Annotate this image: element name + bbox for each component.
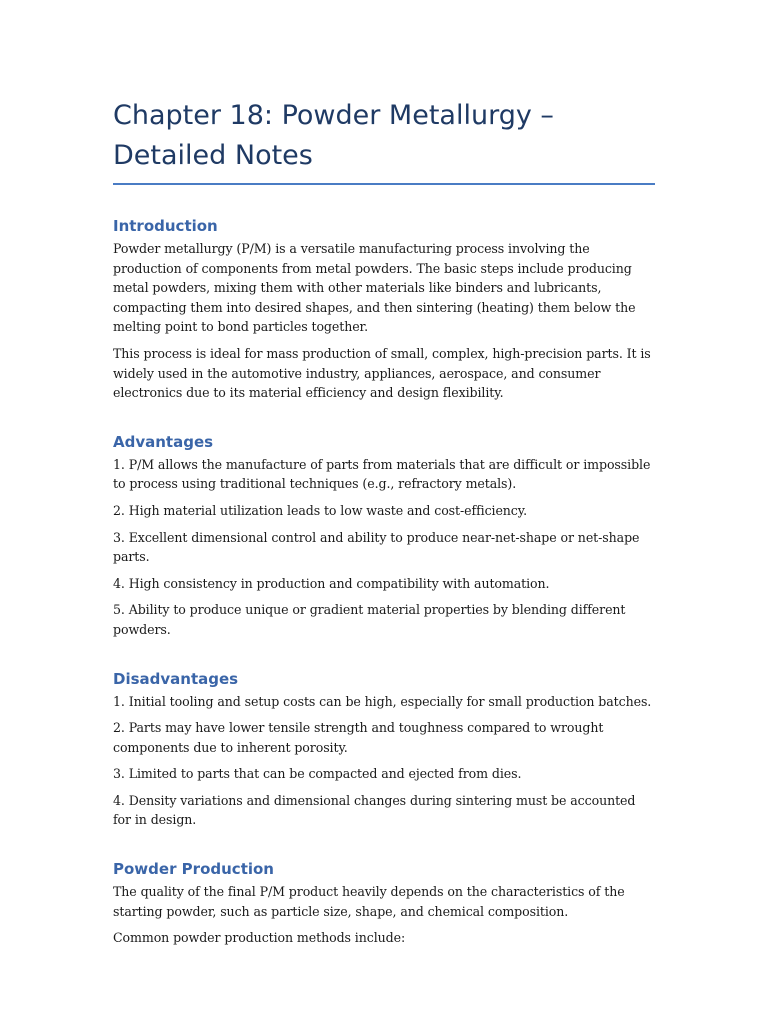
paragraph: Common powder production methods include: [113, 930, 406, 946]
list-item: 2. High material utilization leads to low waste and cost-efficiency. [113, 502, 528, 518]
list-item: 4. High consistency in production and compatibility with automation. [113, 575, 550, 591]
document-page [113, 96, 655, 955]
paragraph: The quality of the final P/M product heavily depends on the characteristics of the starting powder, such as particle size, shape, and chemical composition. [113, 884, 625, 919]
paragraph: Powder metallurgy (P/M) is a versatile manufacturing process involving the production of components from metal powders. The basic steps include producing metal powders, mixing them with other materials like binders and lubricants, compacting them into desired shapes, and then sintering (heating) them below the melting point to bond particles together. [113, 241, 636, 335]
section-heading: Disadvantages [113, 669, 239, 688]
section-introduction [113, 216, 655, 403]
list-item: 5. Ability to produce unique or gradient material properties by blending different powders. [113, 602, 626, 637]
list-item: 1. Initial tooling and setup costs can be high, especially for small production batches. [113, 693, 652, 709]
list-item: 2. Parts may have lower tensile strength and toughness compared to wrought components due to inherent porosity. [113, 720, 604, 755]
section-powder-production [113, 859, 655, 948]
list-item: 3. Excellent dimensional control and ability to produce near-net-shape or net-shape parts. [113, 529, 640, 565]
page-title: Chapter 18: Powder Metallurgy – Detailed Notes [113, 96, 655, 185]
list-item: 1. P/M allows the manufacture of parts from materials that are difficult or impossible to process using traditional techniques (e.g., refractory metals). [113, 456, 651, 492]
section-heading: Advantages [113, 432, 214, 451]
list-item: 3. Limited to parts that can be compacted and ejected from dies. [113, 766, 522, 782]
section-disadvantages [113, 669, 655, 831]
section-heading: Introduction [113, 217, 218, 235]
paragraph: This process is ideal for mass production of small, complex, high-precision parts. It is widely used in the automotive industry, appliances, aerospace, and consumer electronics due to its material efficiency and design flexibility. [113, 345, 651, 401]
list-item: 4. Density variations and dimensional changes during sintering must be accounted for in design. [113, 792, 636, 828]
section-heading: Powder Production [113, 860, 274, 879]
section-advantages [113, 432, 655, 640]
